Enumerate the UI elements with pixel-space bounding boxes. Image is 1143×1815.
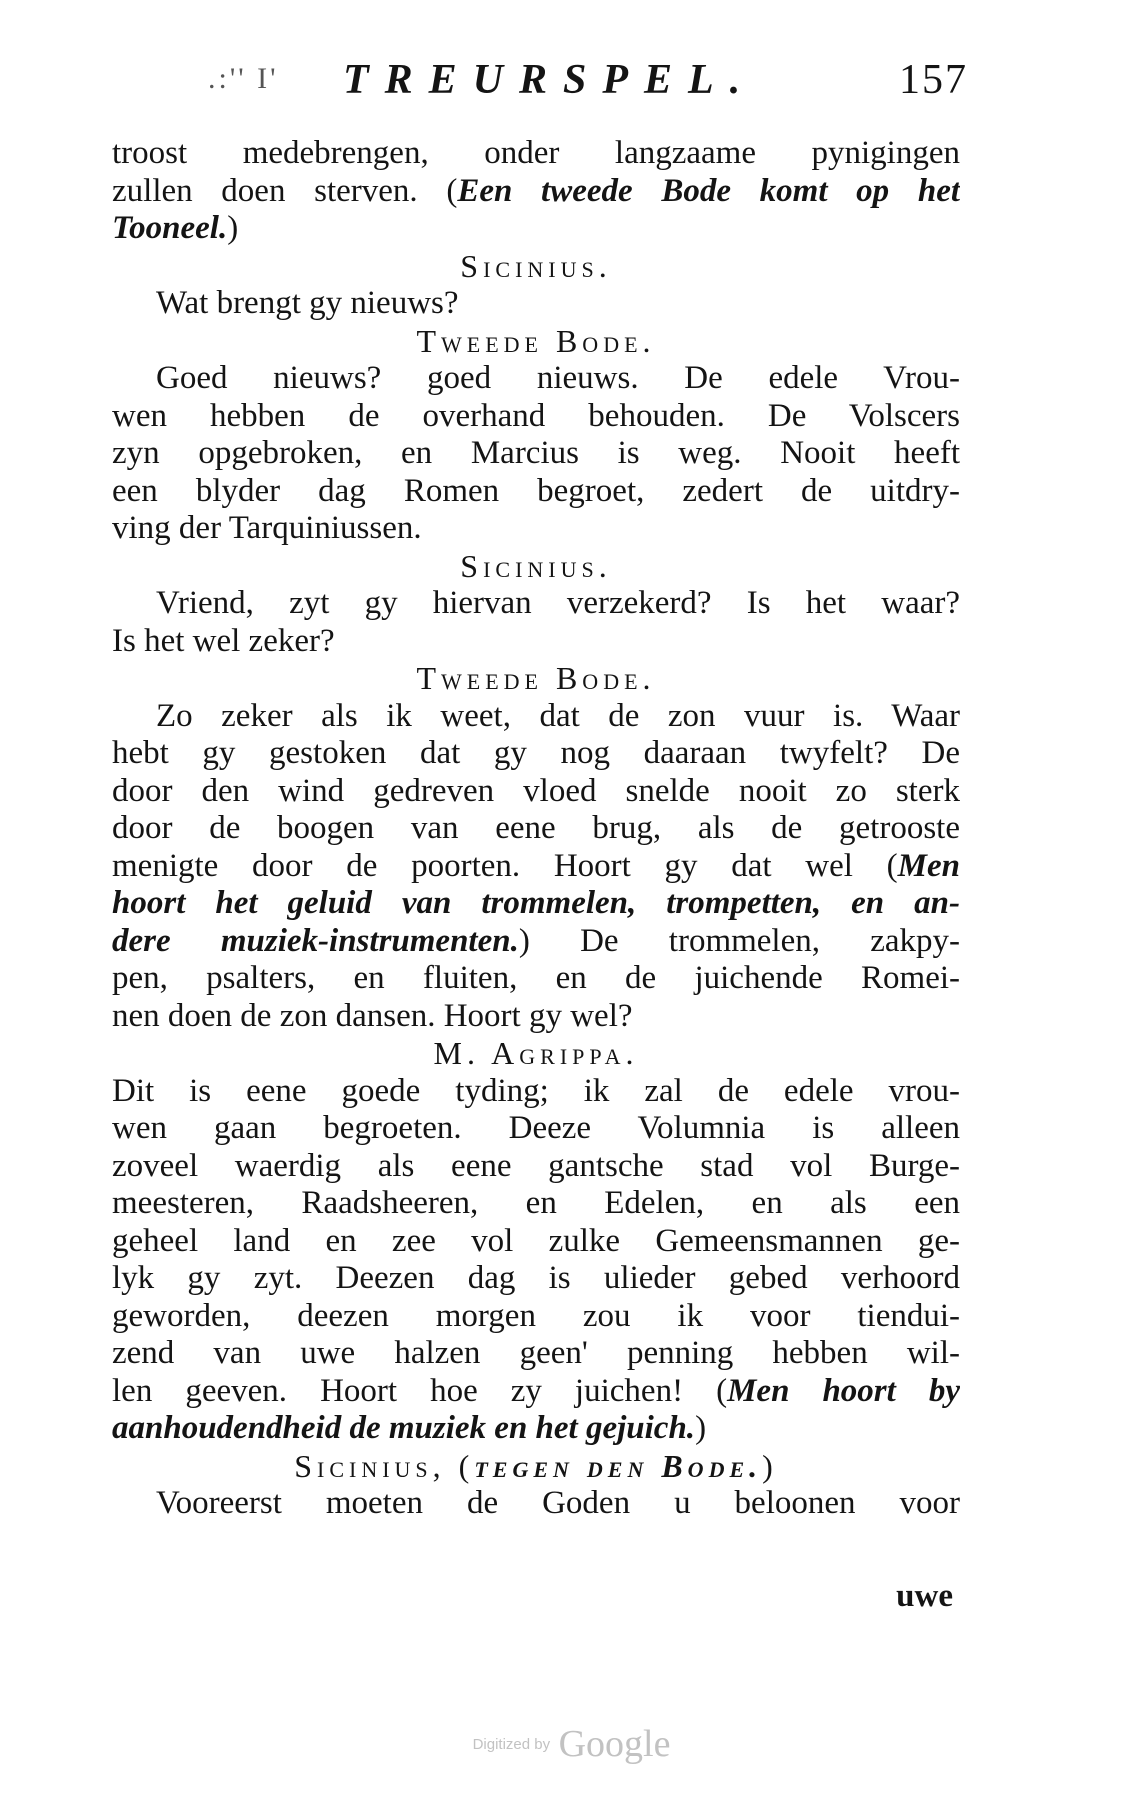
speaker-heading: Tweede Bode. xyxy=(416,322,656,359)
text-line: hoort het geluid van trommelen, trompetten, en an- xyxy=(112,885,960,921)
text-line: aanhoudendheid de muziek en het gejuich.) xyxy=(112,1410,707,1446)
running-head xyxy=(208,56,968,106)
speaker-heading: M. Agrippa. xyxy=(433,1035,639,1071)
page-number: 157 xyxy=(899,57,968,103)
text-line: menigte door de poorten. Hoort gy dat wel (Men xyxy=(112,847,960,884)
speaker-heading: Tweede Bode. xyxy=(416,660,656,696)
text-line: zend van uwe halzen geen' penning hebben wil- xyxy=(112,1335,960,1371)
text-line: geworden, deezen morgen zou ik voor tiendui- xyxy=(112,1297,960,1334)
body-text xyxy=(112,135,960,1523)
text-line: hebt gy gestoken dat gy nog daaraan twyfelt? De xyxy=(112,735,960,771)
speaker-heading: Sicinius. xyxy=(460,247,612,284)
text-line: Dit is eene goede tyding; ik zal de edele vrou- xyxy=(112,1072,960,1109)
text-line: pen, psalters, en fluiten, en de juichende Romei- xyxy=(112,960,960,996)
text-line: nen doen de zon dansen. Hoort gy wel? xyxy=(112,997,633,1034)
digitization-watermark xyxy=(0,1722,1143,1766)
text-line: door den wind gedreven vloed snelde nooit zo sterk xyxy=(112,772,960,809)
text-line: dere muziek-instrumenten.) De trommelen, zakpy- xyxy=(112,922,960,959)
head-ornament: .:'' I' xyxy=(208,62,279,95)
text-line: Is het wel zeker? xyxy=(112,622,335,659)
google-logo: Google xyxy=(558,1723,671,1765)
watermark-prefix: Digitized by xyxy=(472,1735,551,1753)
text-line: lyk gy zyt. Deezen dag is ulieder gebed verhoord xyxy=(112,1260,960,1296)
text-line: ving der Tarquiniussen. xyxy=(112,510,422,546)
text-line: len geeven. Hoort hoe zy juichen! (Men hoort by xyxy=(112,1372,960,1409)
text-line: wen gaan begroeten. Deeze Volumnia is alleen xyxy=(112,1110,960,1146)
text-line: Vooreerst moeten de Goden u beloonen voor xyxy=(156,1485,960,1521)
text-line: troost medebrengen, onder langzaame pynigingen xyxy=(112,135,960,171)
text-line: Wat brengt gy nieuws? xyxy=(156,285,459,321)
text-line: zoveel waerdig als eene gantsche stad vol Burge- xyxy=(112,1147,960,1184)
speaker-heading: Sicinius, (tegen den Bode.) xyxy=(294,1447,778,1484)
text-line: Goed nieuws? goed nieuws. De edele Vrou- xyxy=(156,360,960,396)
speaker-heading: Sicinius. xyxy=(460,547,612,584)
text-line: Zo zeker als ik weet, dat de zon vuur is. Waar xyxy=(156,697,960,734)
text-line: meesteren, Raadsheeren, en Edelen, en als een xyxy=(112,1185,960,1221)
running-title: TREURSPEL. xyxy=(343,57,757,103)
text-line: wen hebben de overhand behouden. De Volscers xyxy=(112,397,960,434)
text-line: Vriend, zyt gy hiervan verzekerd? Is het waar? xyxy=(156,585,960,621)
catchword: uwe xyxy=(896,1578,953,1614)
text-line: zyn opgebroken, en Marcius is weg. Nooit heeft xyxy=(112,435,960,471)
text-line: zullen doen sterven. (Een tweede Bode komt op het xyxy=(112,172,960,209)
text-line: door de boogen van eene brug, als de getrooste xyxy=(112,810,960,846)
text-line: Tooneel.) xyxy=(112,210,239,246)
text-line: geheel land en zee vol zulke Gemeensmannen ge- xyxy=(112,1222,960,1259)
text-line: een blyder dag Romen begroet, zedert de uitdry- xyxy=(112,472,960,509)
